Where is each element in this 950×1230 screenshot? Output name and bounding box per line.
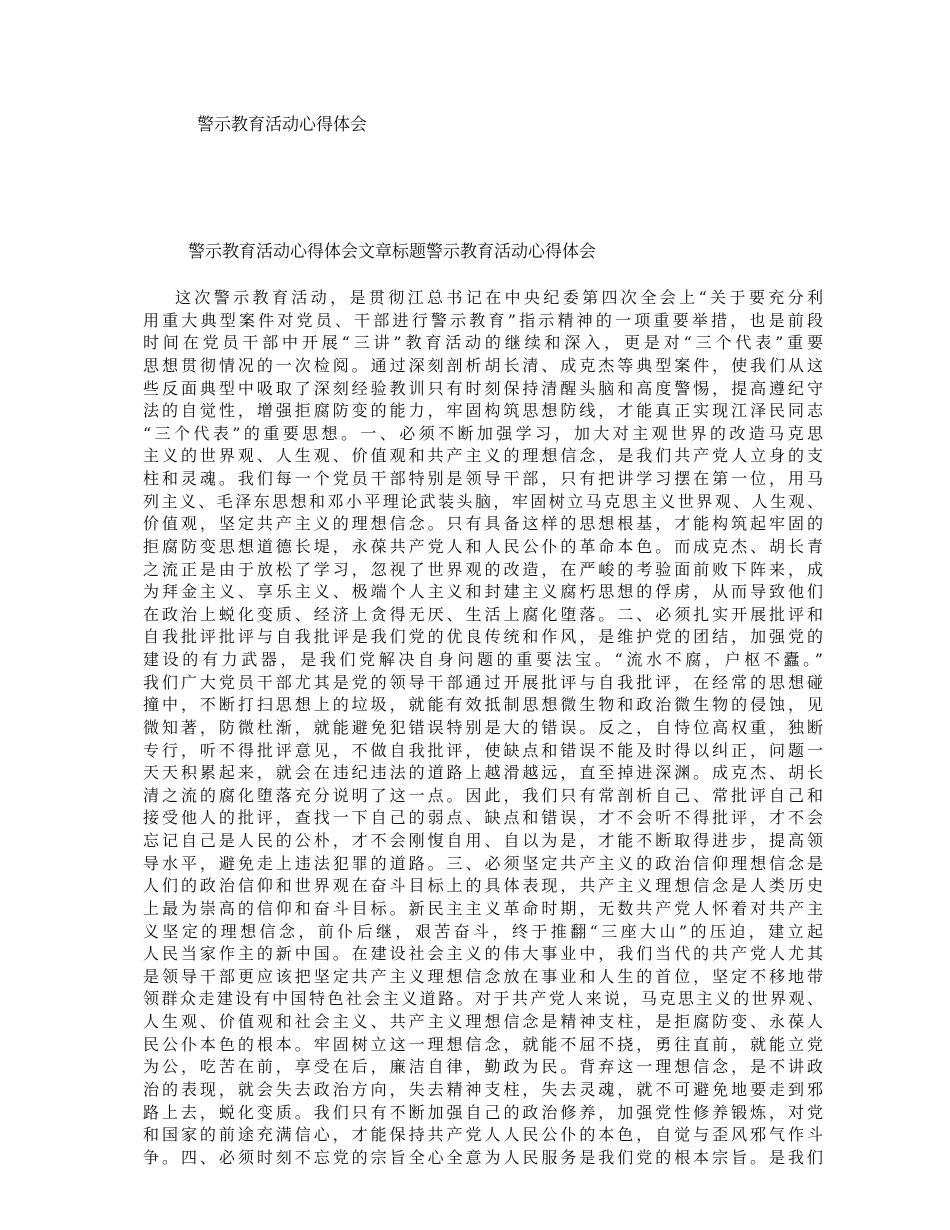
body-line: 和国家的前途充满信心，才能保持共产党人人民公仆的本色，自觉与歪风邪气作斗 bbox=[143, 1125, 823, 1145]
body-line: 柱和灵魂。我们每一个党员干部特别是领导干部，只有把讲学习摆在第一位，用马 bbox=[143, 469, 823, 488]
body-line: 忘记自己是人民的公朴，才不会刚愎自用、自以为是，才能不断取得进步，提高领 bbox=[143, 831, 823, 850]
body-line: 天天积累起来，就会在违纪违法的道路上越滑越远，直至掉进深渊。成克杰、胡长 bbox=[143, 763, 823, 783]
body-line: 拒腐防变思想道德长堤，永葆共产党人和人民公仆的革命本色。而成克杰、胡长青 bbox=[143, 536, 823, 556]
body-line: 导水平，避免走上违法犯罪的道路。三、必须坚定共产主义的政治信仰理想信念是 bbox=[143, 853, 823, 873]
body-line: 建设的有力武器，是我们党解决自身问题的重要法宝。“流水不腐，户枢不蠹。” bbox=[143, 650, 823, 669]
body-line: 微知著，防微杜渐，就能避免犯错误特别是大的错误。反之，自恃位高权重，独断 bbox=[143, 717, 823, 737]
body-line: 义坚定的理想信念，前仆后继，艰苦奋斗，终于推翻“三座大山”的压迫，建立起 bbox=[143, 921, 823, 941]
body-line: 些反面典型中吸取了深刻经验教训只有时刻保持清醒头脑和高度警惕，提高遵纪守 bbox=[143, 378, 823, 398]
body-paragraph bbox=[143, 287, 823, 1169]
body-line: 为公，吃苦在前，享受在后，廉洁自律，勤政为民。背弃这一理想信念，是不讲政 bbox=[143, 1057, 823, 1077]
body-line: 人生观、价值观和社会主义、共产主义理想信念是精神支柱，是拒腐防变、永葆人 bbox=[143, 1012, 823, 1031]
body-line: 撞中，不断打扫思想上的垃圾，就能有效抵制思想微生物和政治微生物的侵蚀，见 bbox=[143, 695, 823, 715]
body-line: 接受他人的批评，查找一下自己的弱点、缺点和错误，才不会听不得批评，才不会 bbox=[143, 808, 823, 828]
body-line: 之流正是由于放松了学习，忽视了世界观的改造，在严峻的考验面前败下阵来，成 bbox=[143, 559, 823, 579]
body-line: 我们广大党员干部尤其是党的领导干部通过开展批评与自我批评，在经常的思想碰 bbox=[143, 672, 823, 692]
body-line: 民公仆本色的根本。牢固树立这一理想信念，就能不屈不挠，勇往直前，就能立党 bbox=[143, 1034, 823, 1054]
body-line: 价值观，坚定共产主义的理想信念。只有具备这样的思想根基，才能构筑起牢固的 bbox=[143, 514, 823, 534]
body-line: 清之流的腐化堕落充分说明了这一点。因此，我们只有常剖析自己、常批评自己和 bbox=[143, 785, 823, 805]
body-line: 在政治上蜕化变质、经济上贪得无厌、生活上腐化堕落。二、必须扎实开展批评和 bbox=[143, 604, 823, 624]
article-heading: 警示教育活动心得体会文章标题警示教育活动心得体会 bbox=[188, 242, 596, 262]
body-line: 上最为崇高的信仰和奋斗目标。新民主主义革命时期，无数共产党人怀着对共产主 bbox=[143, 898, 823, 918]
body-line: 主义的世界观、人生观、价值观和共产主义的理想信念，是我们共产党人立身的支 bbox=[143, 446, 823, 466]
body-line: 时间在党员干部中开展“三讲”教育活动的继续和深入，更是对“三个代表”重要 bbox=[143, 333, 823, 353]
body-line: 法的自觉性，增强拒腐防变的能力，牢固构筑思想防线，才能真正实现江泽民同志 bbox=[143, 401, 823, 421]
body-line: 列主义、毛泽东思想和邓小平理论武装头脑，牢固树立马克思主义世界观、人生观、 bbox=[143, 491, 823, 511]
body-line: 专行，听不得批评意见，不做自我批评，使缺点和错误不能及时得以纠正，问题一 bbox=[143, 740, 823, 760]
body-line: 路上去，蜕化变质。我们只有不断加强自己的政治修养，加强党性修养锻炼，对党 bbox=[143, 1102, 823, 1122]
body-line: 自我批评批评与自我批评是我们党的优良传统和作风，是维护党的团结，加强党的 bbox=[143, 627, 823, 647]
body-line: 为拜金主义、享乐主义、极端个人主义和封建主义腐朽思想的俘虏，从而导致他们 bbox=[143, 582, 823, 602]
body-line: 人民当家作主的新中国。在建设社会主义的伟大事业中，我们当代的共产党人尤其 bbox=[143, 944, 823, 964]
body-line: 这次警示教育活动，是贯彻江总书记在中央纪委第四次全会上“关于要充分利 bbox=[175, 288, 823, 307]
body-line: 用重大典型案件对党员、干部进行警示教育”指示精神的一项重要举措，也是前段 bbox=[143, 310, 823, 330]
body-line: 领群众走建设有中国特色社会主义道路。对于共产党人来说，马克思主义的世界观、 bbox=[143, 989, 823, 1009]
body-line: 是领导干部更应该把坚定共产主义理想信念放在事业和人生的首位，坚定不移地带 bbox=[143, 966, 823, 986]
document-title: 警示教育活动心得体会 bbox=[197, 115, 367, 135]
body-line: 思想贯彻情况的一次检阅。通过深刻剖析胡长清、成克杰等典型案件，使我们从这 bbox=[143, 355, 823, 375]
body-line: 人们的政治信仰和世界观在奋斗目标上的具体表现，共产主义理想信念是人类历史 bbox=[143, 876, 823, 896]
body-line: 治的表现，就会失去政治方向，失去精神支柱，失去灵魂，就不可避免地要走到邪 bbox=[143, 1079, 823, 1099]
body-line: 争。四、必须时刻不忘党的宗旨全心全意为人民服务是我们党的根本宗旨。是我们 bbox=[143, 1147, 823, 1167]
body-line: “三个代表”的重要思想。一、必须不断加强学习，加大对主观世界的改造马克思 bbox=[143, 423, 823, 443]
